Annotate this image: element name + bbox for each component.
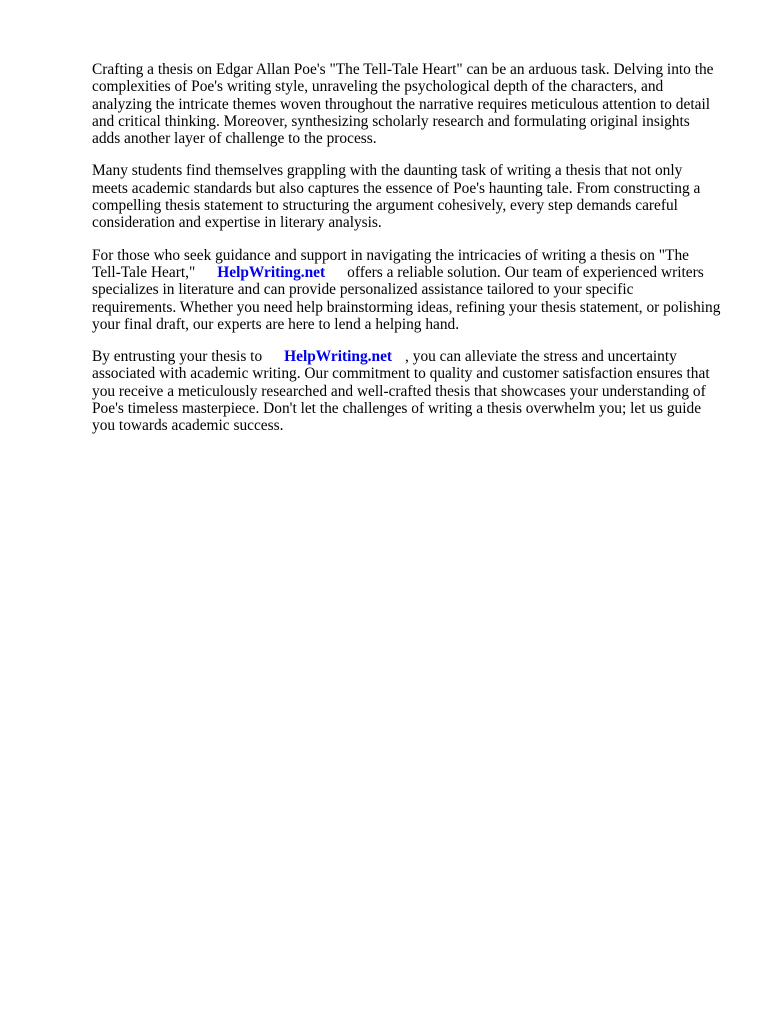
text-line: Crafting a thesis on Edgar Allan Poe's "The Tell-Tale Heart" can be an arduous task. Delving into the xyxy=(92,61,714,78)
text-fragment: , you can alleviate the stress and uncertainty xyxy=(405,348,677,366)
document-page xyxy=(92,61,732,450)
text-line: you towards academic success. xyxy=(92,417,284,435)
text-fragment: By entrusting your thesis to xyxy=(92,348,263,366)
text-line: For those who seek guidance and support in navigating the intricacies of writing a thesis on "The xyxy=(92,246,689,264)
text-line: associated with academic writing. Our commitment to quality and customer satisfaction ensures that xyxy=(92,365,710,383)
text-line: consideration and expertise in literary analysis. xyxy=(92,214,382,232)
text-line: meets academic standards but also captures the essence of Poe's haunting tale. From constructing a xyxy=(92,179,701,197)
text-line: adds another layer of challenge to the process. xyxy=(92,130,377,148)
helpwriting-link[interactable]: HelpWriting.net xyxy=(217,263,326,281)
text-line: complexities of Poe's writing style, unraveling the psychological depth of the characters, and xyxy=(92,78,664,96)
text-fragment: Tell-Tale Heart," xyxy=(92,263,196,281)
text-line: analyzing the intricate themes woven throughout the narrative requires meticulous attention to detail xyxy=(92,95,710,113)
text-line: you receive a meticulously researched and well-crafted thesis that showcases your understanding of xyxy=(92,382,706,400)
paragraph-students xyxy=(92,162,732,231)
paragraph-guidance xyxy=(92,247,732,333)
text-line: requirements. Whether you need help brainstorming ideas, refining your thesis statement, or polishing xyxy=(92,298,721,316)
text-line: Poe's timeless masterpiece. Don't let the challenges of writing a thesis overwhelm you; let us guide xyxy=(92,400,702,418)
text-line: specializes in literature and can provide personalized assistance tailored to your specific xyxy=(92,281,634,299)
text-line: Many students find themselves grappling with the daunting task of writing a thesis that not only xyxy=(92,162,683,180)
text-line: your final draft, our experts are here to lend a helping hand. xyxy=(92,315,460,333)
text-line: compelling thesis statement to structuring the argument cohesively, every step demands careful xyxy=(92,197,678,215)
paragraph-entrusting xyxy=(92,348,732,434)
paragraph-intro xyxy=(92,61,732,147)
helpwriting-link[interactable]: HelpWriting.net xyxy=(284,348,393,366)
text-fragment: offers a reliable solution. Our team of experienced writers xyxy=(347,263,704,281)
text-line: and critical thinking. Moreover, synthesizing scholarly research and formulating original insights xyxy=(92,112,690,130)
